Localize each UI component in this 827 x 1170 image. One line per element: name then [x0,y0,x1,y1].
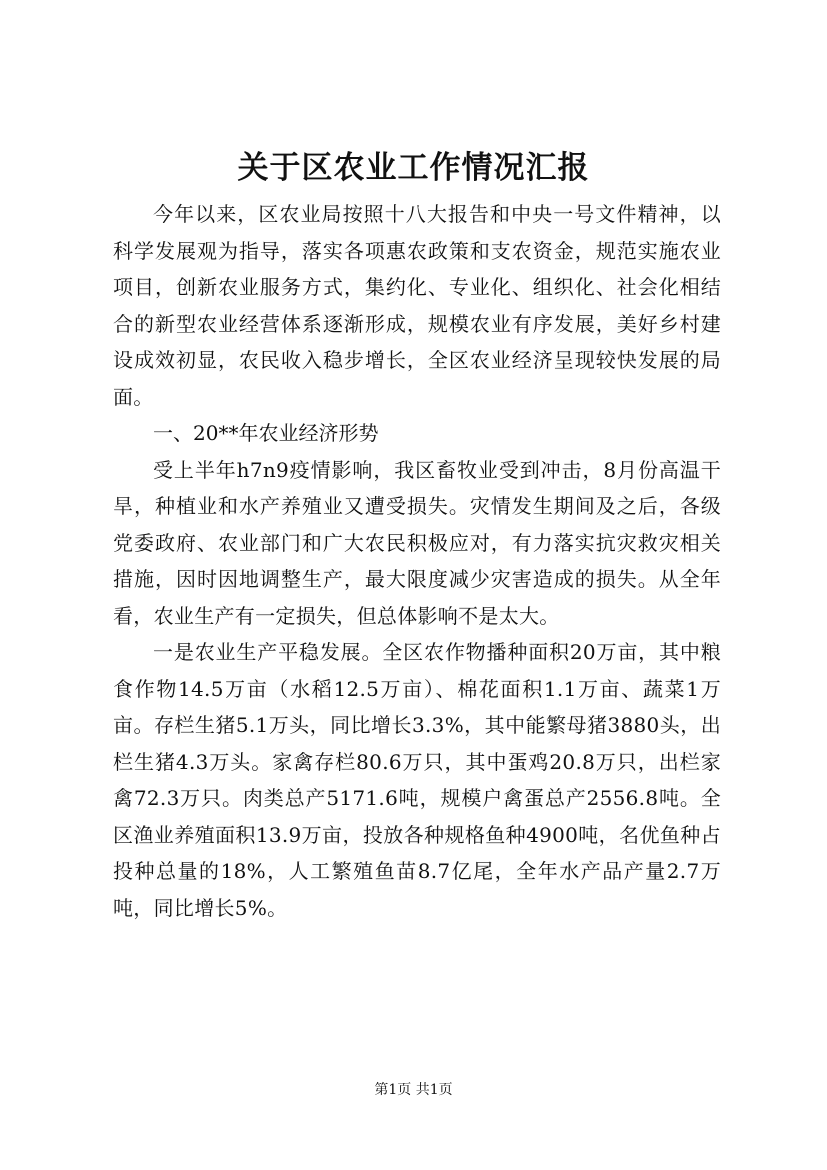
paragraph-production: 一是农业生产平稳发展。全区农作物播种面积20万亩，其中粮食作物14.5万亩（水稻12.5万亩）、棉花面积1.1万亩、蔬菜1万亩。存栏生猪5.1万头，同比增长3.3%，其中能繁母猪3880头，出栏生猪4.3万头。家禽存栏80.6万只，其中蛋鸡20.8万只，出栏家禽72.3万只。肉类总产5171.6吨，规模户禽蛋总产2556.8吨。全区渔业养殖面积13.9万亩，投放各种规格鱼种4900吨，名优鱼种占投种总量的18%，人工繁殖鱼苗8.7亿尾，全年水产品产量2.7万吨，同比增长5%。 [113,640,721,920]
paragraph-situation: 受上半年h7n9疫情影响，我区畜牧业受到冲击，8月份高温干旱，种植业和水产养殖业又遭受损失。灾情发生期间及之后，各级党委政府、农业部门和广大农民积极应对，有力落实抗灾救灾相关措施，因时因地调整生产，最大限度减少灾害造成的损失。从全年看，农业生产有一定损失，但总体影响不是太大。 [113,457,721,628]
section-heading: 一、20**年农业经济形势 [153,421,379,445]
document-body [113,196,721,926]
paragraph-intro: 今年以来，区农业局按照十八大报告和中央一号文件精神，以科学发展观为指导，落实各项惠农政策和支农资金，规范实施农业项目，创新农业服务方式，集约化、专业化、组织化、社会化相结合的新型农业经营体系逐渐形成，规模农业有序发展，美好乡村建设成效初显，农民收入稳步增长，全区农业经济呈现较快发展的局面。 [113,202,721,409]
document-title: 关于区农业工作情况汇报 [237,150,590,186]
page-footer: 第1页 共1页 [374,1082,453,1098]
